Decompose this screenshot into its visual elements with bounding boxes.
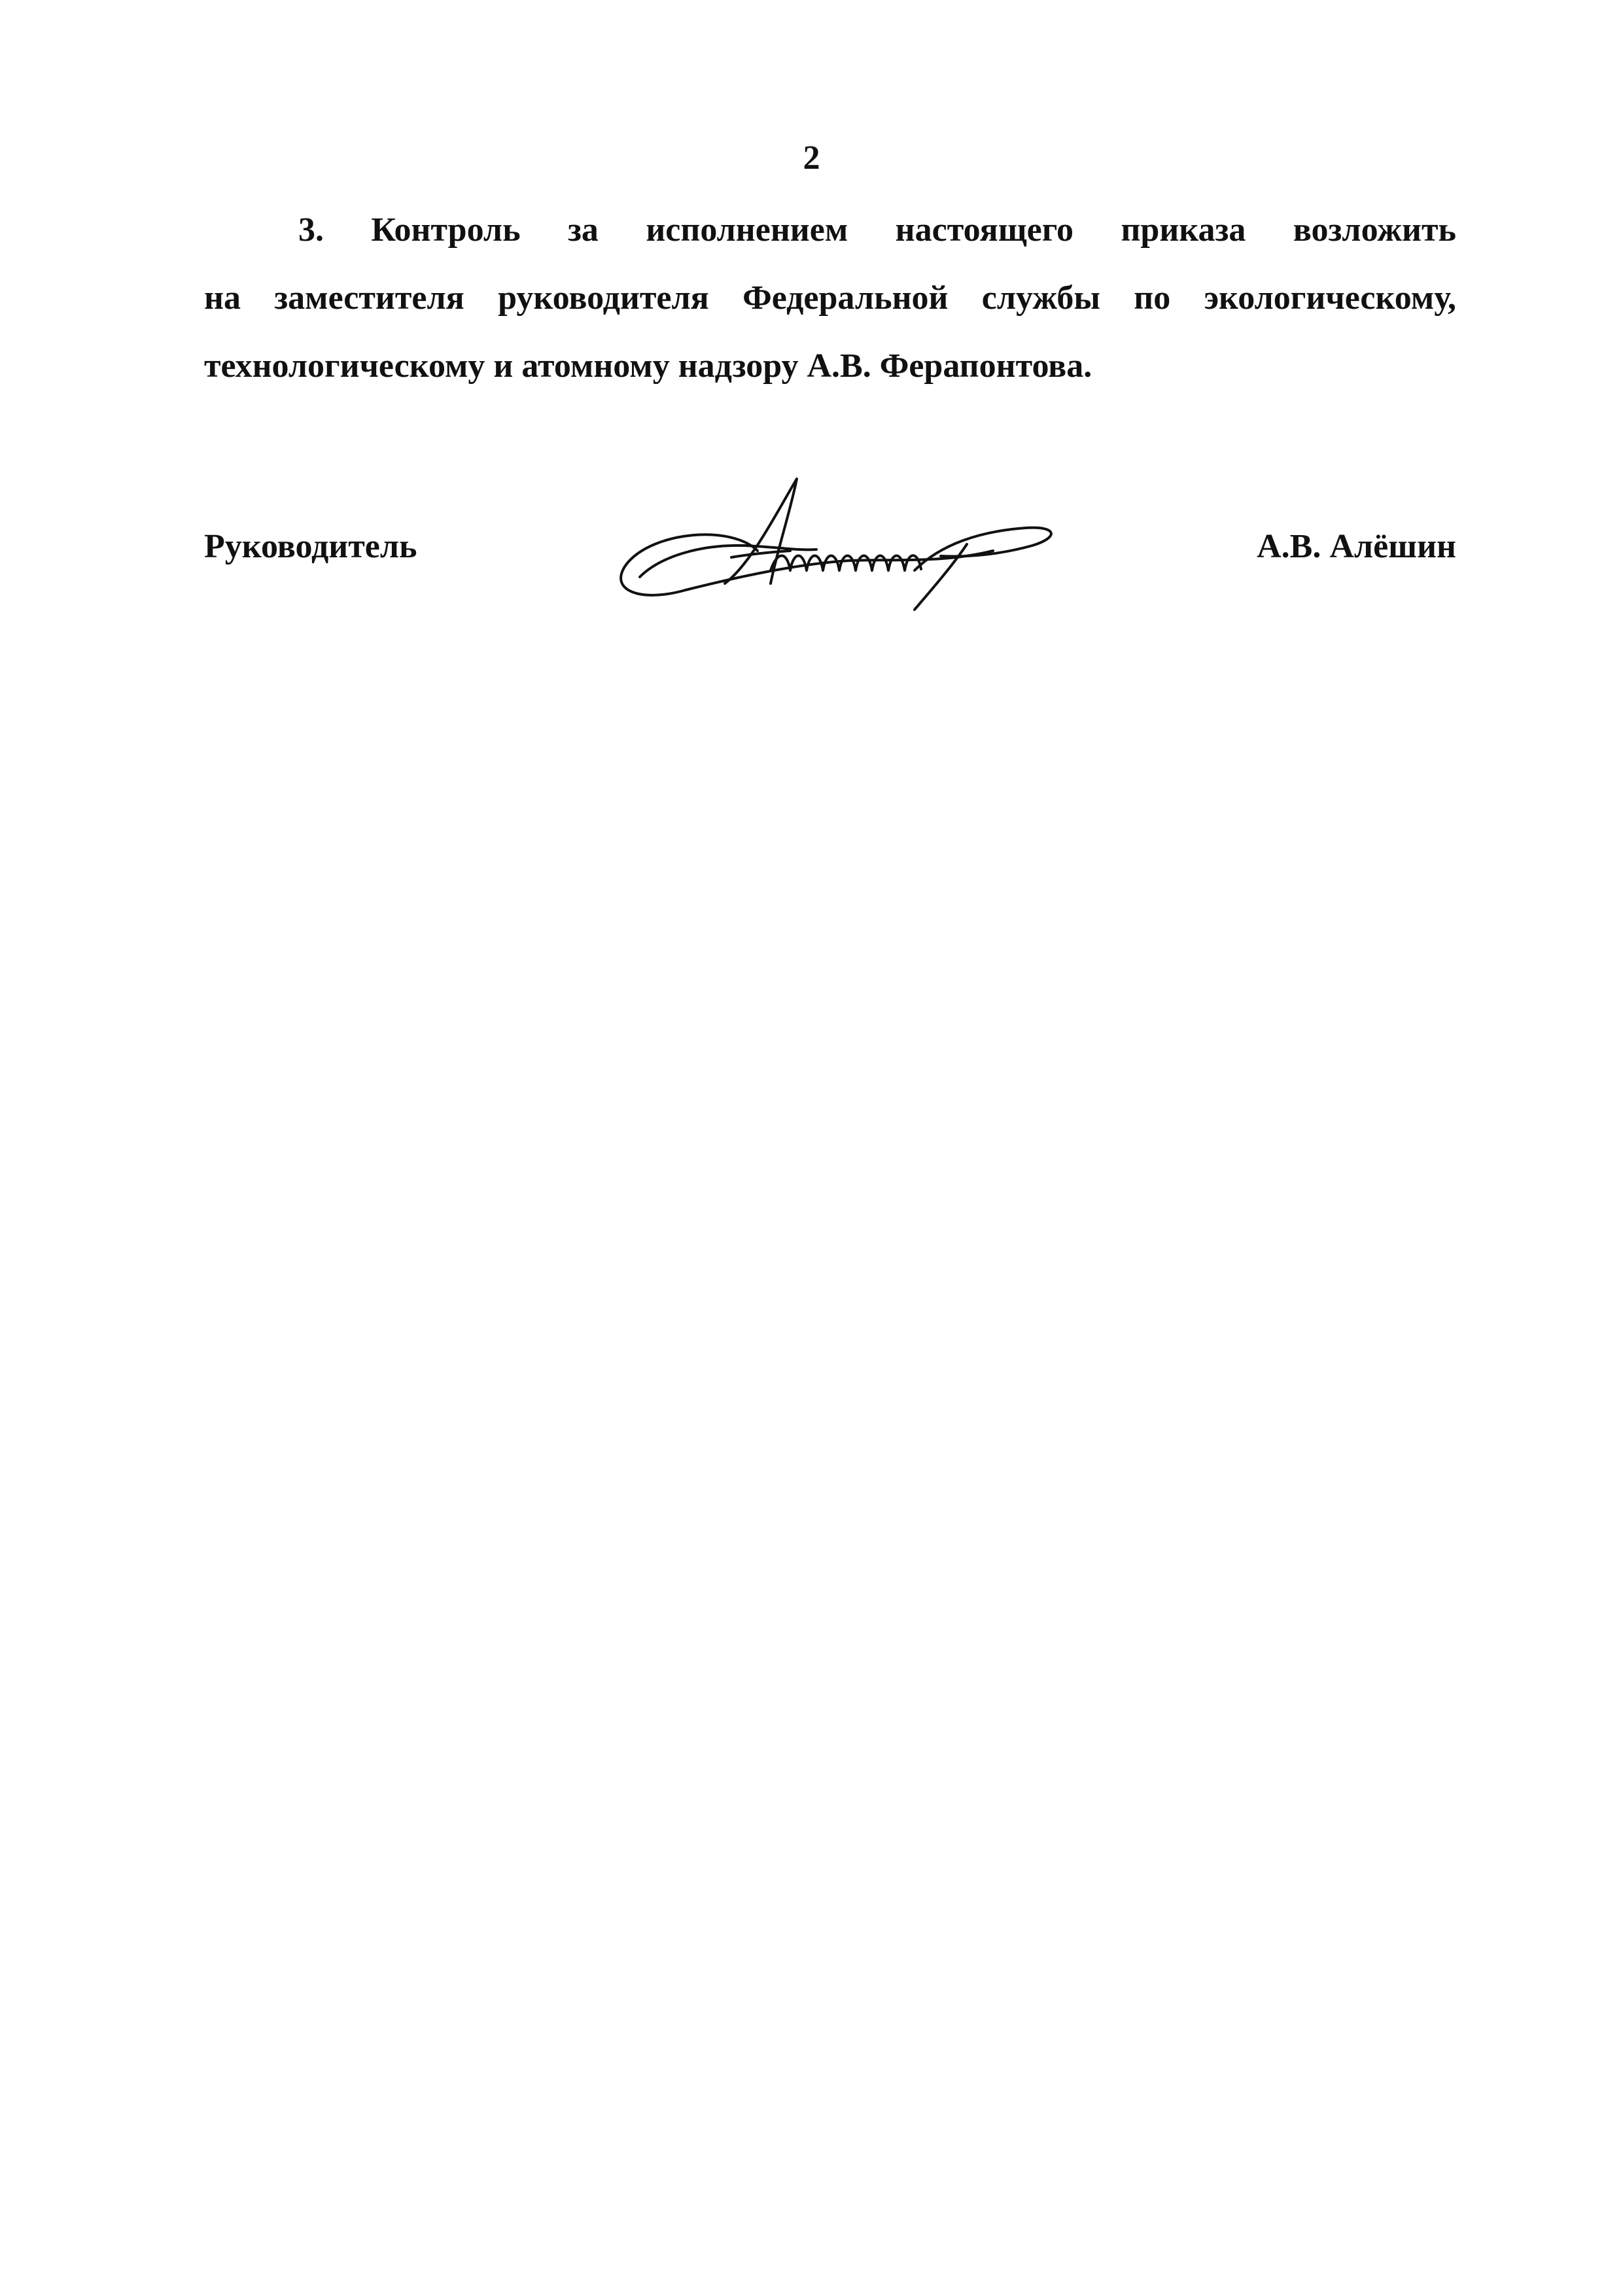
signer-name: А.В. Алёшин [1257, 528, 1456, 565]
signer-title: Руководитель [204, 528, 417, 565]
paragraph-line-2: на заместителя руководителя Федеральной службы по экологическому, [204, 279, 1456, 317]
paragraph-line-1: 3. Контроль за исполнением настоящего приказа возложить [298, 211, 1456, 249]
paragraph-line-3: технологическому и атомному надзору А.В. Ферапонтова. [204, 347, 1092, 385]
page-number: 2 [803, 139, 820, 177]
order-paragraph [204, 196, 1456, 400]
signature-icon [601, 472, 1072, 616]
